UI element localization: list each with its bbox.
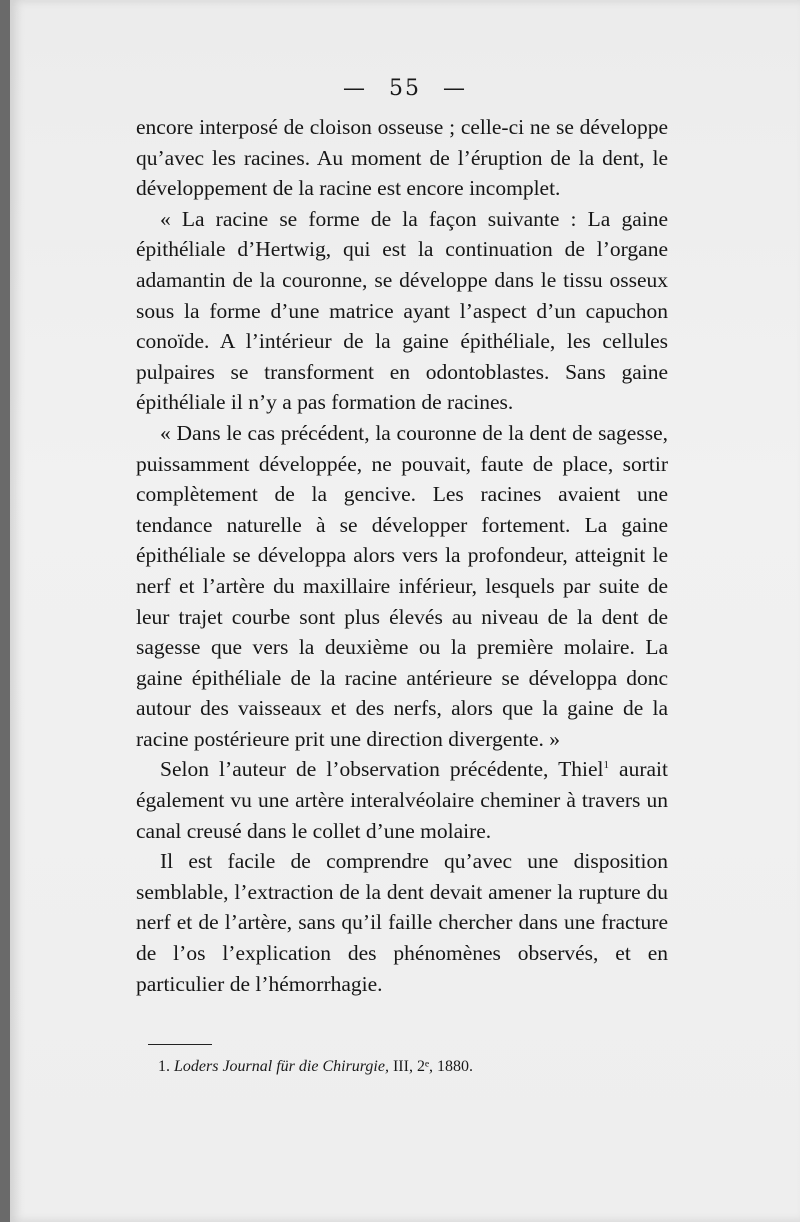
paragraph-2: « La racine se forme de la façon suivante : La gaine épithéliale d’Hertwig, qui est la continuation de l’organe adamantin de la couronne, se développe dans le tissu osseux sous la forme d’une matrice ayant l’aspect d’un capuchon conoïde. A l’intérieur de la gaine épithéliale, les cellules pulpaires se transforment en odontoblastes. Sans gaine épithéliale il n’y a pas formation de racines.	[136, 206, 668, 415]
page-number: 55	[389, 76, 421, 101]
paragraph-4-text-after: aurait également vu une artère interalvéolaire cheminer à travers un canal creusé dans le collet d’une molaire.	[136, 757, 668, 843]
book-page	[10, 0, 800, 1222]
footnote-journal-title: Loders Journal für die Chirurgie,	[174, 1058, 389, 1075]
page-number-dash-left: —	[343, 76, 367, 101]
paragraph-4	[136, 754, 668, 846]
paragraph-1: encore interposé de cloison osseuse ; celle-ci ne se développe qu’avec les racines. Au moment de l’éruption de la dent, le développement de la racine est encore incomplet.	[136, 115, 668, 201]
footnote-separator	[148, 1044, 212, 1045]
page-number-dash-right: —	[443, 76, 467, 101]
footnote-reference: 1	[603, 759, 609, 772]
footnote-marker: 1.	[158, 1058, 170, 1075]
body-text	[136, 112, 668, 999]
paragraph-5: Il est facile de comprendre qu’avec une disposition semblable, l’extraction de la dent devait amener la rupture du nerf et de l’artère, sans qu’il faille chercher dans une fracture de l’os l’explication des phénomènes observés, et en particulier de l’hémorrhagie.	[136, 849, 668, 996]
footnote-details: III, 2ᵉ, 1880.	[392, 1058, 474, 1075]
page-number-header	[10, 76, 800, 101]
paragraph-4-text-before: Selon l’auteur de l’observation précédente, Thiel	[160, 757, 604, 782]
footnote	[158, 1058, 678, 1076]
paragraph-3: « Dans le cas précédent, la couronne de la dent de sagesse, puissamment développée, ne pouvait, faute de place, sortir complètement de la gencive. Les racines avaient une tendance naturelle à se développer fortement. La gaine épithéliale se développa alors vers la profondeur, atteignit le nerf et l’artère du maxillaire inférieur, lesquels par suite de leur trajet courbe sont plus élevés au niveau de la dent de sagesse que vers la deuxième ou la première molaire. La gaine épithéliale de la racine antérieure se développa donc autour des vaisseaux et des nerfs, alors que la gaine de la racine postérieure prit une direction divergente. »	[136, 420, 668, 751]
